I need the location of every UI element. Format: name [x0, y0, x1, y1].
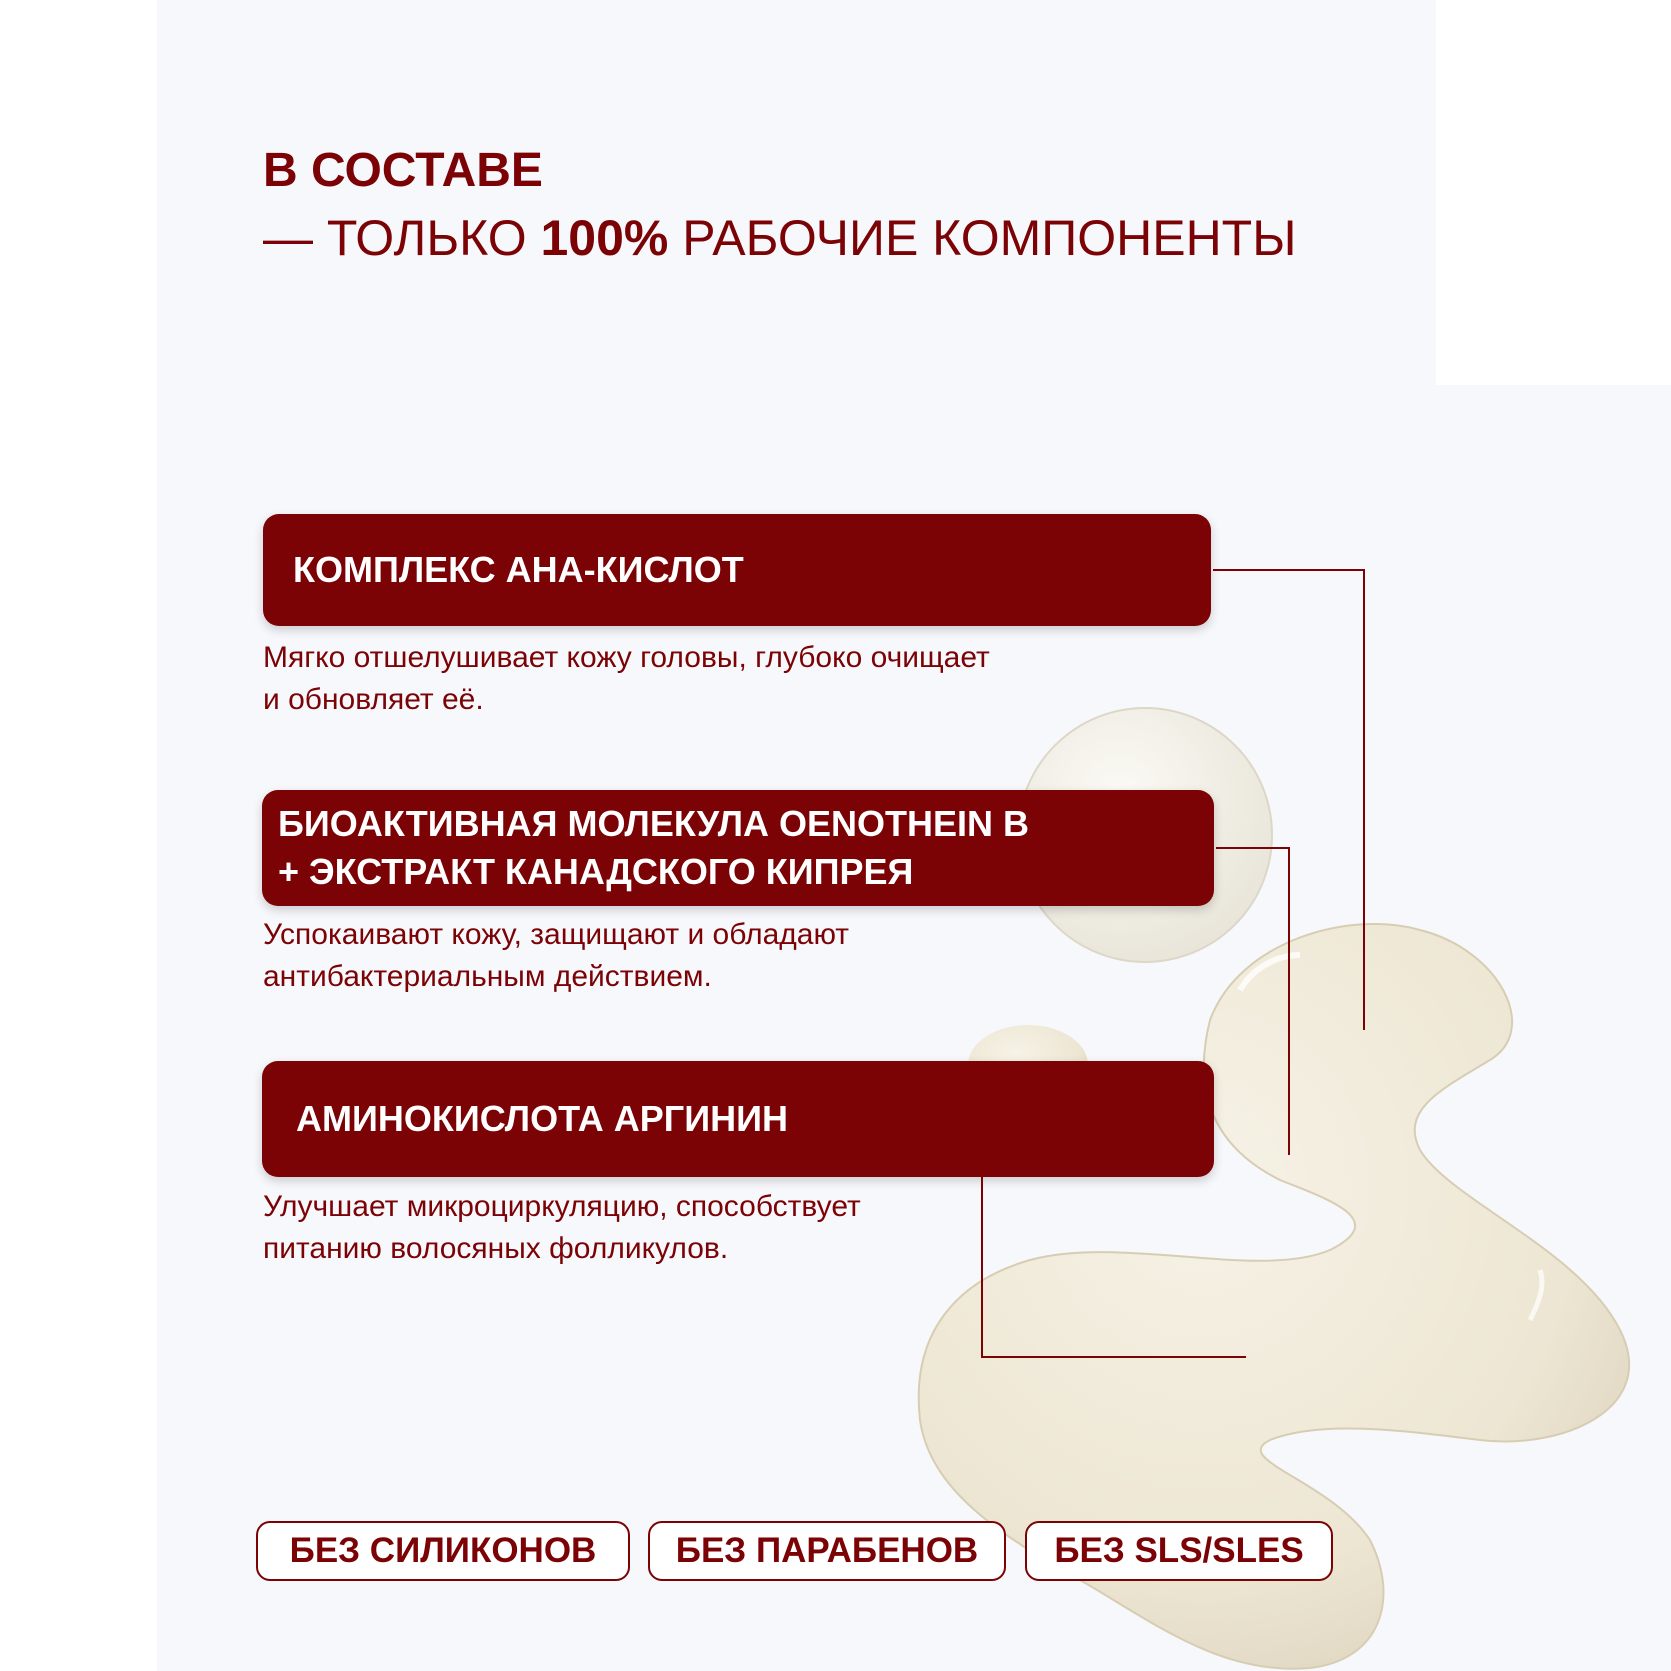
ingredient-description: Успокаивают кожу, защищают и обладают антибактериальным действием. — [263, 918, 850, 993]
badge-no-parabens: БЕЗ ПАРАБЕНОВ — [648, 1521, 1006, 1581]
ingredient-title: + ЭКСТРАКТ КАНАДСКОГО КИПРЕЯ — [278, 851, 914, 892]
ingredient-card-aha-acids — [263, 514, 1211, 626]
heading-subtitle: — ТОЛЬКО 100% РАБОЧИЕ КОМПОНЕНТЫ — [263, 210, 1297, 266]
connector-line — [1216, 847, 1290, 849]
ingredient-description: Улучшает микроциркуляцию, способствует питанию волосяных фолликулов. — [263, 1190, 861, 1265]
badge-no-sls: БЕЗ SLS/SLES — [1025, 1521, 1333, 1581]
connector-line — [1363, 569, 1365, 1030]
ingredient-card-oenothein — [262, 790, 1214, 906]
connector-line — [1213, 569, 1365, 571]
heading-title: В СОСТАВЕ — [263, 144, 543, 197]
ingredient-title: БИОАКТИВНАЯ МОЛЕКУЛА OENOTHEIN B — [278, 803, 1029, 844]
connector-line — [981, 1356, 1246, 1358]
connector-line — [981, 1177, 983, 1358]
ingredient-description: Мягко отшелушивает кожу головы, глубоко очищает и обновляет её. — [263, 641, 990, 716]
ingredient-title: КОМПЛЕКС АНА-КИСЛОТ — [293, 549, 744, 590]
ingredient-card-arginine — [262, 1061, 1214, 1177]
connector-line — [1288, 847, 1290, 1155]
badge-no-silicones: БЕЗ СИЛИКОНОВ — [256, 1521, 630, 1581]
ingredient-title: АМИНОКИСЛОТА АРГИНИН — [296, 1098, 788, 1139]
